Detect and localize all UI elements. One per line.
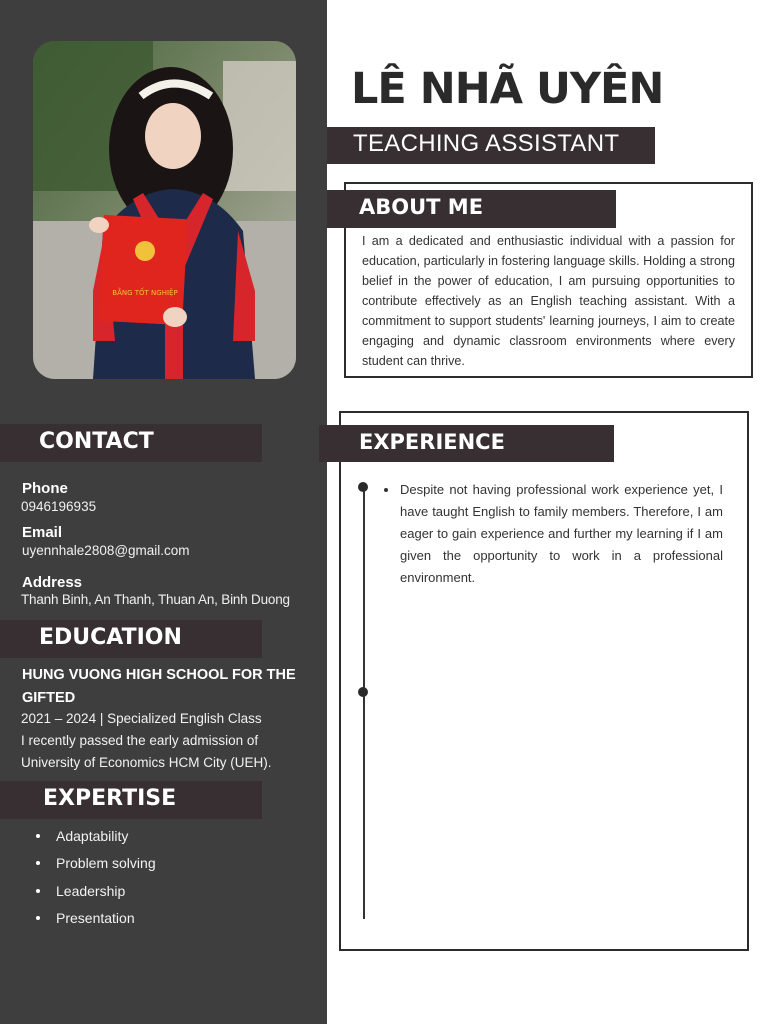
about-text: I am a dedicated and enthusiastic individual with a passion for education, particularly in fostering language skills. Holding a strong belief in the power of education, I am pursuing opportunities to contribute effectively as an English teaching assistant. With a commitment to support students' learning journeys, I aim to create engaging and dynamic classroom environments where every student can thrive. bbox=[362, 234, 735, 368]
list-item bbox=[36, 877, 156, 905]
phone-label: Phone bbox=[22, 480, 68, 497]
bullet-icon bbox=[384, 488, 388, 492]
contact-heading: CONTACT bbox=[0, 424, 262, 462]
expertise-heading: EXPERTISE bbox=[0, 781, 262, 819]
job-title: TEACHING ASSISTANT bbox=[327, 127, 655, 164]
experience-list bbox=[384, 479, 723, 589]
candidate-name: LÊ NHÃ UYÊN bbox=[351, 64, 664, 114]
education-heading: EDUCATION bbox=[0, 620, 262, 658]
address-label: Address bbox=[22, 574, 83, 591]
about-heading: ABOUT ME bbox=[327, 190, 616, 228]
certificate-text: BẰNG TỐT NGHIỆP bbox=[112, 289, 178, 297]
email-value: uyennhale2808@gmail.com bbox=[22, 543, 190, 558]
education-note-line2: University of Economics HCM City (UEH). bbox=[21, 755, 272, 770]
bullet-icon bbox=[36, 861, 40, 865]
experience-text: Despite not having professional work experience yet, I have taught English to family members. Therefore, I am eager to gain experience and further my learning if I am given the opportunity to work in a professional environment. bbox=[400, 482, 723, 585]
portrait-graphic bbox=[33, 41, 296, 379]
bullet-icon bbox=[36, 916, 40, 920]
skill-label: Presentation bbox=[56, 910, 135, 927]
skill-label: Leadership bbox=[56, 882, 126, 899]
education-note-line1: I recently passed the early admission of bbox=[21, 733, 259, 748]
list-item bbox=[36, 905, 156, 933]
profile-photo bbox=[33, 41, 296, 379]
timeline-line bbox=[363, 487, 365, 919]
experience-heading: EXPERIENCE bbox=[319, 425, 614, 462]
list-item bbox=[36, 822, 156, 850]
list-item bbox=[36, 850, 156, 878]
timeline-dot-icon bbox=[358, 687, 368, 697]
phone-value: 0946196935 bbox=[21, 499, 97, 514]
email-label: Email bbox=[22, 524, 63, 541]
timeline-dot-icon bbox=[358, 482, 368, 492]
address-value: Thanh Binh, An Thanh, Thuan An, Binh Duong bbox=[21, 592, 290, 607]
expertise-list bbox=[36, 822, 156, 932]
skill-label: Problem solving bbox=[56, 855, 156, 872]
school-name: HUNG VUONG HIGH SCHOOL FOR THE GIFTED bbox=[22, 667, 296, 706]
bullet-icon bbox=[36, 889, 40, 893]
education-period: 2021 – 2024 | Specialized English Class bbox=[21, 711, 262, 726]
list-item bbox=[384, 479, 723, 589]
bullet-icon bbox=[36, 834, 40, 838]
skill-label: Adaptability bbox=[56, 827, 129, 844]
